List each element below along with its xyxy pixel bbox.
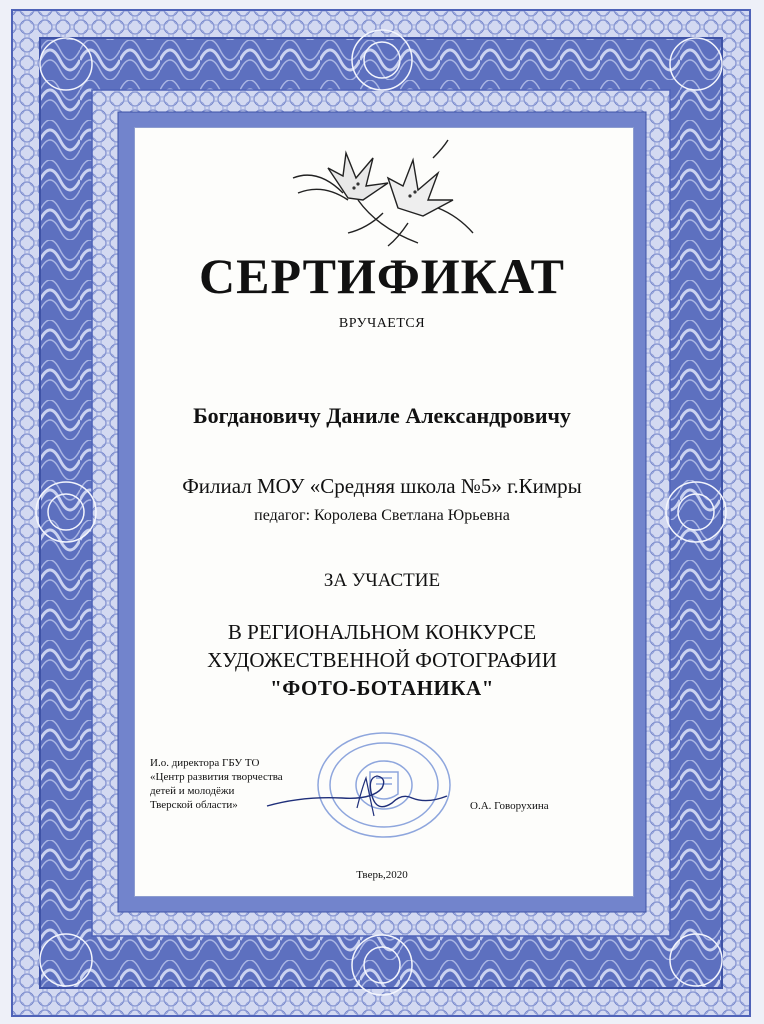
contest-line-1: В РЕГИОНАЛЬНОМ КОНКУРСЕ: [227, 620, 537, 644]
signer-line: детей и молодёжи: [150, 785, 235, 797]
teacher-name: педагог: Королева Светлана Юрьевна: [254, 507, 510, 524]
signer-line: И.о. директора ГБУ ТО: [150, 757, 260, 769]
contest-name: "ФОТО-БОТАНИКА": [270, 676, 494, 700]
contest-line-2: ХУДОЖЕСТВЕННОЙ ФОТОГРАФИИ: [207, 648, 557, 672]
awarded-label: ВРУЧАЕТСЯ: [338, 316, 426, 331]
lily-flower-icon: [288, 138, 478, 248]
certificate-title: СЕРТИФИКАТ: [198, 248, 565, 304]
signer-name: О.А. Говорухина: [470, 800, 549, 812]
city-year: Тверь,2020: [356, 869, 408, 881]
signer-title: [150, 756, 283, 812]
signer-line: Тверской области»: [150, 799, 238, 811]
recipient-name: Богдановичу Даниле Александровичу: [193, 403, 571, 428]
for-label: ЗА УЧАСТИЕ: [323, 570, 441, 591]
handwritten-signature-icon: [262, 768, 452, 828]
signer-line: «Центр развития творчества: [150, 771, 283, 783]
school-name: Филиал МОУ «Средняя школа №5» г.Кимры: [182, 474, 582, 498]
